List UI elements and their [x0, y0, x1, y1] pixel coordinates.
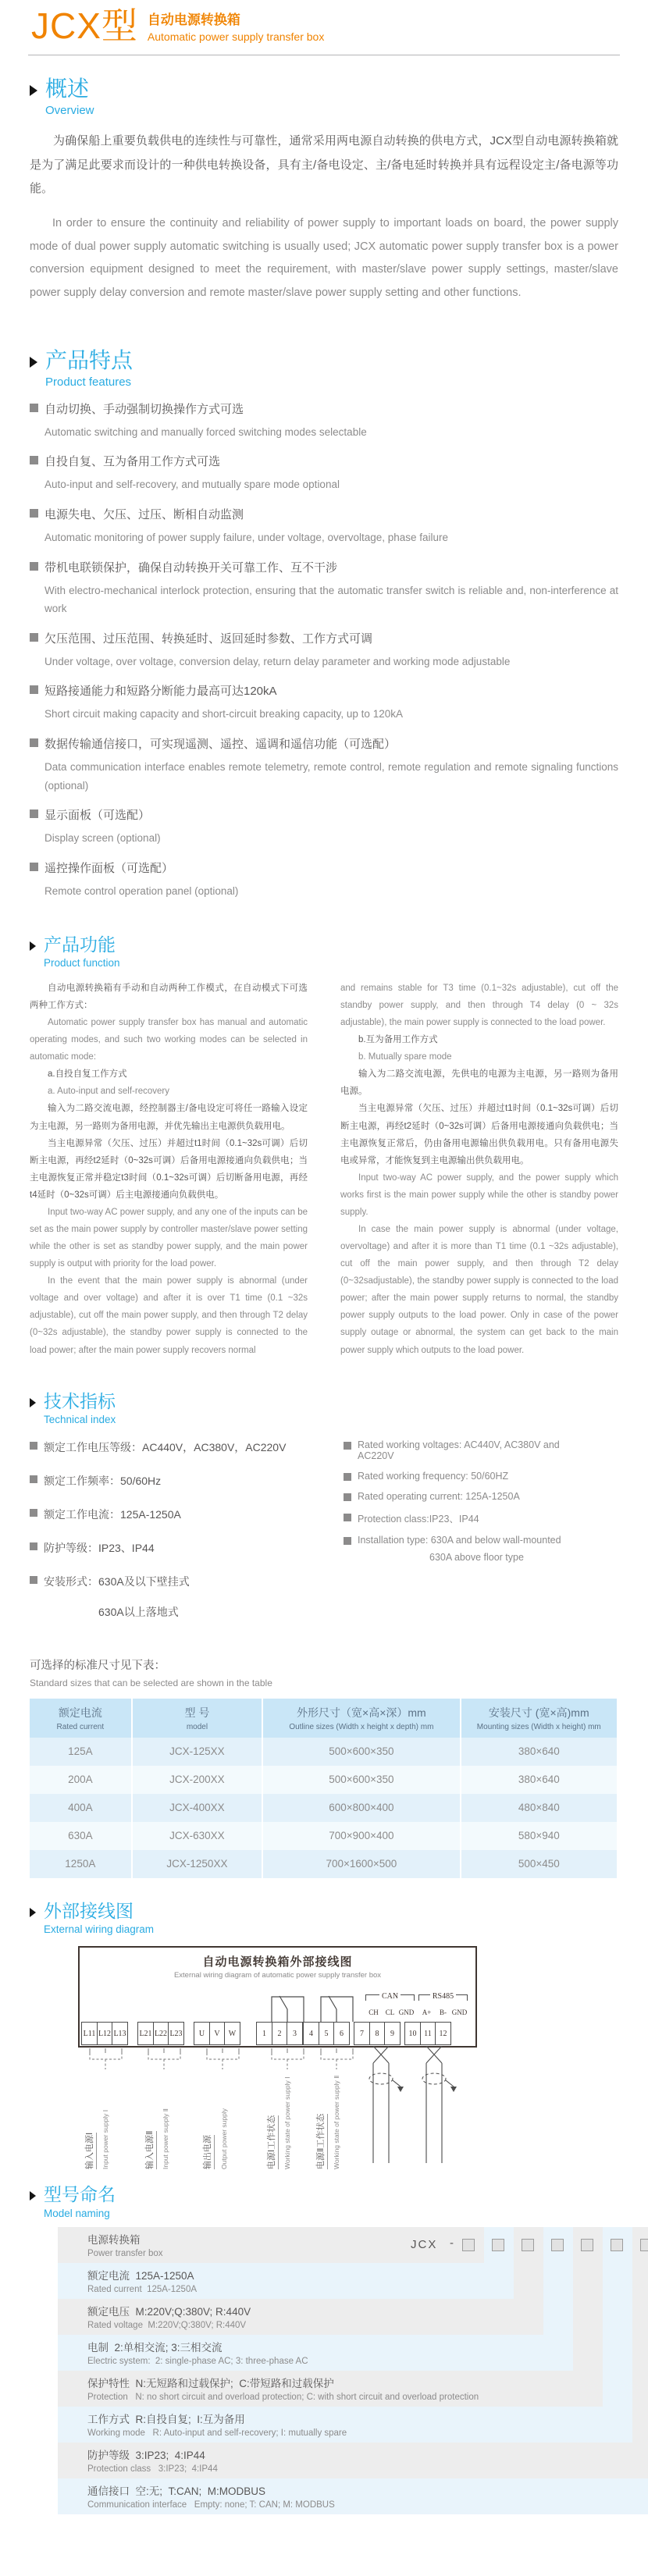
relay-contact-icon: [263, 1989, 312, 2022]
naming-row-zh: 保护特性 N:无短路和过载保护; C:带短路和过载保护: [87, 2378, 334, 2389]
overview-paragraph-en: In order to ensure the continuity and reliability of power supply to important loads on board, the power supply mode of dual power supply automatic switching is usually used; JCX automatic power supply transfer box is a power conversion equipment designed to meet the requirement, with master/slave power supply settings, master/slave power supply delay conversion and remote master/slave power supply setting and other functions.: [30, 217, 618, 300]
technical-text: 防护等级：IP23、IP44: [44, 1541, 155, 1554]
square-bullet-icon: [344, 1537, 351, 1545]
naming-row: [58, 2478, 648, 2514]
table-row: [30, 1766, 617, 1794]
terminal-group-rs485: [404, 2022, 451, 2045]
cell-mounting-size: 380×640: [460, 1766, 617, 1794]
cell-model: JCX-400XX: [131, 1794, 262, 1822]
naming-row: [58, 2407, 632, 2443]
section-wiring: [30, 1902, 618, 2172]
naming-row-en: Rated voltage M:220V;Q:380V; R:440V: [87, 2321, 247, 2330]
section-arrow-icon: [30, 85, 37, 96]
square-bullet-icon: [30, 509, 38, 518]
pin-label: CH: [369, 2008, 379, 2017]
wiring-title-en: External wiring diagram: [44, 1923, 155, 1936]
technical-item: [30, 1540, 344, 1556]
sizes-table-header: [30, 1699, 617, 1738]
section-sizes: [30, 1656, 618, 1878]
cell-mounting-size: 480×840: [460, 1794, 617, 1822]
naming-heading: [30, 2185, 618, 2218]
function-paragraph: a. Auto-input and self-recovery: [48, 1087, 169, 1097]
square-bullet-icon: [30, 1442, 37, 1450]
technical-item: [344, 1471, 589, 1482]
section-arrow-icon: [30, 357, 37, 368]
cell-rated-current: 630A: [68, 1830, 93, 1842]
sizes-table-body: [30, 1738, 617, 1878]
diagram-title-en: External wiring diagram of automatic power supply transfer box: [173, 1971, 382, 1980]
technical-heading: [30, 1392, 618, 1425]
technical-subtext: 630A以上落地式: [98, 1605, 179, 1618]
terminal: 1: [256, 2022, 272, 2045]
overview-title-en: Overview: [45, 103, 94, 117]
model-code-box: [492, 2239, 504, 2251]
cell-model: JCX-630XX: [131, 1822, 262, 1850]
function-paragraph: b. Mutually spare mode: [358, 1052, 452, 1062]
feature-text-en: Auto-input and self-recovery, and mutually spare mode optional: [45, 479, 340, 491]
feature-item: [30, 559, 618, 618]
terminal: L21: [137, 2022, 154, 2045]
naming-title-en: Model naming: [44, 2207, 110, 2219]
section-arrow-icon: [30, 2191, 36, 2201]
cell-model: JCX-1250XX: [131, 1850, 262, 1878]
square-bullet-icon: [30, 1542, 37, 1550]
function-paragraph: In the event that the main power supply is abnormal (under voltage and over voltage) and after it is over T1 time (0.1 ~32s adjustable), cut off the main power supply, and then through T2 delay (0~32s adjustable), the standby power supply is connected to the load power; after the main power supply recovers normal: [30, 1276, 308, 1355]
technical-item: [344, 1491, 589, 1502]
cell-model: JCX-125XX: [131, 1738, 262, 1766]
terminal: V: [209, 2022, 226, 2045]
function-paragraph: and remains stable for T3 time (0.1~32s adjustable), cut off the standby power supply, and then through T4 delay (0 ~ 32s adjustable), the main power supply is connected to the load power.: [340, 983, 618, 1028]
table-header-cell: 外形尺寸（宽×高×深）mm Outline sizes (Width x height x depth) mm: [262, 1699, 459, 1738]
cell-outline-size: 500×600×350: [262, 1738, 459, 1766]
technical-text: 额定工作频率：50/60Hz: [44, 1474, 162, 1487]
wiring-heading: [30, 1902, 618, 1935]
model-code-box: [522, 2239, 534, 2251]
terminal: 8: [369, 2022, 386, 2045]
overview-paragraph-zh: 为确保船上重要负载供电的连续性与可靠性，通常采用两电源自动转换的供电方式，JCX型自动电源转换箱就是为了满足此要求而设计的一种供电转换设备，具有主/备电设定、主/备电延时转换并具有远程设定主/备电源等功能。: [30, 133, 618, 196]
section-function: [30, 935, 618, 1359]
label-input-power-2: 输入电源Ⅱ Input power supply Ⅱ: [155, 2069, 187, 2169]
pin-label: GND: [451, 2008, 468, 2017]
feature-text-en: Display screen (optional): [45, 832, 161, 845]
diagram-title-zh: 自动电源转换箱外部接线图: [202, 1956, 353, 1969]
feature-text-zh: 带机电联锁保护，确保自动转换开关可靠工作、互不干涉: [45, 560, 338, 575]
model-code-box: [581, 2239, 593, 2251]
technical-item: [344, 1535, 589, 1563]
feature-text-zh: 短路接通能力和短路分断能力最高可达120kA: [45, 685, 277, 699]
feature-item: [30, 806, 618, 848]
square-bullet-icon: [30, 456, 38, 464]
cell-outline-size: 700×900×400: [262, 1822, 459, 1850]
technical-text: Protection class:IP23、IP44: [358, 1513, 479, 1525]
naming-row: [58, 2263, 514, 2299]
product-titles: [148, 9, 324, 43]
terminal: 4: [303, 2022, 319, 2045]
function-title-en: Product function: [44, 956, 120, 969]
features-title-zh: 产品特点: [45, 347, 134, 372]
sizes-note-en: Standard sizes that can be selected are shown in the table: [30, 1677, 272, 1688]
pin-label: B-: [440, 2008, 447, 2017]
terminal: L23: [168, 2022, 184, 2045]
model-naming-ladder: [58, 2227, 648, 2514]
square-bullet-icon: [30, 562, 38, 571]
terminal: 3: [287, 2022, 303, 2045]
function-paragraph: a.自投自复工作方式: [48, 1069, 127, 1080]
cell-mounting-size: 580×940: [460, 1822, 617, 1850]
model-prefix: JCX: [411, 2237, 438, 2251]
terminal-group-output: [194, 2022, 240, 2045]
terminal: U: [194, 2022, 210, 2045]
technical-text: Rated working voltages: AC440V, AC380V and AC220V: [358, 1439, 560, 1461]
feature-text-en: Automatic switching and manually forced switching modes selectable: [45, 425, 367, 438]
model-dash: -: [450, 2236, 454, 2250]
model-code-box: [462, 2239, 475, 2251]
square-bullet-icon: [30, 863, 38, 871]
naming-row-zh: 通信接口 空:无; T:CAN; M:MODBUS: [87, 2485, 266, 2497]
terminal: 9: [384, 2022, 401, 2045]
terminal: L22: [153, 2022, 169, 2045]
cell-outline-size: 600×800×400: [262, 1794, 459, 1822]
technical-title-zh: 技术指标: [44, 1390, 116, 1411]
technical-item: [30, 1439, 344, 1455]
terminal-group-can: [354, 2022, 401, 2045]
model-code-box: [611, 2239, 623, 2251]
sizes-table: [30, 1699, 617, 1878]
function-column-right: [340, 980, 618, 1359]
sizes-note-zh: 可选择的标准尺寸见下表：: [30, 1659, 166, 1672]
function-paragraph: 输入为二路交流电源，先供电的电源为主电源，另一路则为备用电源。: [340, 1069, 618, 1097]
technical-text: 额定工作电压等级：AC440V，AC380V，AC220V: [44, 1440, 287, 1453]
feature-item: [30, 682, 618, 724]
terminal-strip: [78, 2022, 451, 2045]
table-row: [30, 1738, 617, 1766]
function-paragraph: 当主电源异常（欠压、过压）并超过t1时间（0.1~32s可调）后切断主电源，再经t2延时（0~32s可调）后备用电源接通向负载供电；当主电源恢复正常并稳定t3时间（0.1~32s可调）后切断备用电源，再经t4延时（0~32s可调）后主电源接通向负载供电。: [30, 1138, 308, 1200]
table-header-cell: 额定电流 Rated current: [56, 1706, 105, 1731]
product-title-zh: 自动电源转换箱: [147, 12, 240, 27]
terminal: 10: [404, 2022, 421, 2045]
wiring-title-zh: 外部接线图: [44, 1900, 134, 1921]
square-bullet-icon: [30, 809, 38, 818]
terminal: 12: [435, 2022, 451, 2045]
features-heading: [30, 349, 618, 389]
table-row: [30, 1850, 617, 1878]
function-heading: [30, 935, 618, 969]
can-label: CAN: [381, 1992, 399, 2001]
technical-text: Installation type: 630A and below wall-mounted: [358, 1534, 561, 1546]
technical-list-en: [344, 1439, 589, 1638]
product-title-en: Automatic power supply transfer box: [147, 30, 325, 43]
product-model: JCX型: [31, 5, 138, 46]
feature-text-en: Short circuit making capacity and short-circuit breaking capacity, up to 120kA: [45, 708, 403, 720]
terminal: 7: [354, 2022, 370, 2045]
table-header-cell: 安装尺寸 (宽×高)mm Mounting sizes (Width x height) mm: [460, 1699, 617, 1738]
cell-rated-current: 1250A: [65, 1858, 96, 1870]
model-code-box: [640, 2239, 648, 2251]
section-technical: [30, 1392, 618, 1638]
technical-item: [344, 1511, 589, 1525]
square-bullet-icon: [30, 404, 38, 412]
terminal: 2: [272, 2022, 288, 2045]
terminal-group-state2: [303, 2022, 350, 2045]
pin-label: GND: [398, 2008, 415, 2017]
square-bullet-icon: [344, 1493, 351, 1501]
pin-label: A+: [422, 2008, 432, 2017]
cell-outline-size: 700×1600×500: [262, 1850, 459, 1878]
function-paragraph: In case the main power supply is abnormal (under voltage, overvoltage) and after it is more than T1 time (0.1 ~32s adjustable), cut off the main power supply, and then through T2 delay (0~32sadjustable), the standby power supply is connected to the load power; after the main power supply returns to normal, the standby power supply outputs to the load power. Only in case of the power supply outage or abnormal, the system can get back to the main power supply which outputs to the load power.: [340, 1224, 618, 1355]
section-arrow-icon: [30, 941, 36, 951]
feature-text-zh: 自投自复、互为备用工作方式可选: [45, 455, 221, 469]
naming-row: [58, 2371, 603, 2407]
feature-text-zh: 遥控操作面板（可选配）: [45, 861, 174, 875]
technical-subtext: 630A above floor type: [429, 1551, 524, 1563]
technical-title-en: Technical index: [44, 1413, 116, 1425]
naming-row-en: Protection class 3:IP23; 4:IP44: [87, 2464, 218, 2474]
feature-item: [30, 630, 618, 671]
feature-text-zh: 数据传输通信接口，可实现遥测、遥控、遥调和遥信功能（可选配）: [45, 738, 397, 752]
label-working-state-1: 电源Ⅰ工作状态 Working state of power supply Ⅰ: [277, 2069, 308, 2169]
rs485-bracket: [418, 1993, 468, 2001]
connector-lines: [312, 2048, 361, 2069]
naming-row-en: Protection N: no short circuit and overload protection; C: with short circuit and overload protection: [87, 2393, 479, 2402]
naming-row-zh: 额定电流 125A-1250A: [87, 2270, 194, 2282]
features-title-en: Product features: [45, 375, 132, 389]
feature-item: [30, 735, 618, 795]
section-features: [30, 349, 618, 901]
section-arrow-icon: [30, 1398, 36, 1407]
label-input-power-1: 输入电源Ⅰ Input power supply Ⅰ: [95, 2069, 126, 2169]
terminal-group-input1: [81, 2022, 128, 2045]
terminal: L12: [97, 2022, 113, 2045]
naming-column-strip: [632, 2227, 648, 2478]
function-title-zh: 产品功能: [44, 934, 116, 955]
terminal: L11: [81, 2022, 98, 2045]
terminal-group-input2: [137, 2022, 184, 2045]
technical-item: [30, 1574, 344, 1620]
technical-item: [30, 1473, 344, 1489]
cell-rated-current: 200A: [68, 1774, 93, 1786]
cell-model: JCX-200XX: [131, 1766, 262, 1794]
connector-lines: [81, 2048, 130, 2069]
technical-text: Rated operating current: 125A-1250A: [358, 1490, 520, 1502]
square-bullet-icon: [30, 738, 38, 747]
feature-text-zh: 欠压范围、过压范围、转换延时、返回延时参数、工作方式可调: [45, 632, 373, 646]
cell-mounting-size: 380×640: [460, 1738, 617, 1766]
twisted-pair-cable-icon: [367, 2046, 406, 2163]
naming-row-zh: 电源转换箱: [87, 2234, 141, 2246]
feature-text-zh: 自动切换、手动强制切换操作方式可选: [45, 402, 244, 416]
section-naming: [30, 2185, 618, 2514]
square-bullet-icon: [344, 1514, 351, 1521]
rs485-pin-labels: [418, 2008, 468, 2016]
square-bullet-icon: [30, 1475, 37, 1483]
table-header-cell: 型 号 model: [131, 1699, 262, 1738]
feature-text-en: Remote control operation panel (optional): [45, 884, 239, 897]
feature-text-en: With electro-mechanical interlock protection, ensuring that the automatic transfer switch is reliable and, non-interference at work: [45, 584, 618, 615]
features-list: [30, 400, 618, 901]
connector-lines: [140, 2048, 189, 2069]
pin-label: CL: [385, 2008, 395, 2017]
terminal: W: [224, 2022, 240, 2045]
function-paragraph: b.互为备用工作方式: [358, 1035, 438, 1045]
terminal: 5: [319, 2022, 335, 2045]
feature-item: [30, 400, 618, 442]
connector-lines: [198, 2048, 247, 2069]
naming-row: [58, 2335, 573, 2371]
feature-item: [30, 453, 618, 494]
function-column-left: [30, 980, 308, 1359]
label-working-state-2: 电源Ⅱ工作状态 Working state of power supply Ⅱ: [326, 2069, 358, 2169]
naming-row-en: Electric system: 2: single-phase AC; 3: three-phase AC: [87, 2357, 308, 2366]
square-bullet-icon: [344, 1442, 351, 1450]
cell-mounting-size: 500×450: [460, 1850, 617, 1878]
naming-row: [58, 2299, 543, 2335]
function-paragraph: Input two-way AC power supply, and the power supply which works first is the main power supply while the other is standby power supply.: [340, 1172, 618, 1217]
naming-row-zh: 额定电压 M:220V;Q:380V; R:440V: [87, 2306, 251, 2318]
feature-text-en: Data communication interface enables remote telemetry, remote control, remote regulation and remote signaling functions (optional): [45, 761, 618, 792]
terminal: L13: [112, 2022, 128, 2045]
twisted-pair-cable-icon: [420, 2046, 459, 2163]
technical-text: 安装形式：630A及以下壁挂式: [44, 1574, 190, 1588]
feature-text-en: Under voltage, over voltage, conversion delay, return delay parameter and working mode adjustable: [45, 655, 511, 667]
cell-outline-size: 500×600×350: [262, 1766, 459, 1794]
naming-row-en: Power transfer box: [87, 2249, 163, 2258]
function-paragraph: 当主电源异常（欠压、过压）并超过t1时间（0.1~32s可调）后切断主电源，再经t2延时（0~32s可调）后备用电源接通向负载供电；当主电源恢复正常后，仍由备用电源输出供负载用电。只有备用电源失电或异常，才能恢复到主电源输出供负载用电。: [340, 1104, 618, 1165]
can-pin-labels: [365, 2008, 415, 2016]
naming-row: [58, 2443, 648, 2478]
table-row: [30, 1822, 617, 1850]
terminal: 11: [420, 2022, 436, 2045]
naming-row-zh: 防护等级 3:IP23; 4:IP44: [87, 2450, 205, 2461]
technical-list-zh: [30, 1439, 344, 1638]
relay-contact-icon: [312, 1989, 361, 2022]
wiring-diagram: [78, 1946, 484, 2172]
function-paragraph: 输入为二路交流电源，经控制器主/备电设定可将任一路输入设定为主电源，另一路则为备用电源，并优先输出主电源供负载用电。: [30, 1104, 308, 1131]
function-paragraph: Automatic power supply transfer box has manual and automatic operating modes, and such two working modes can be selected in automatic mode:: [30, 1018, 308, 1062]
terminal: 6: [333, 2022, 350, 2045]
can-bracket: [365, 1993, 415, 2001]
technical-item: [344, 1439, 589, 1461]
section-overview: [30, 77, 618, 305]
connector-lines: [263, 2048, 312, 2069]
overview-title-zh: 概述: [45, 76, 90, 101]
square-bullet-icon: [30, 685, 38, 694]
square-bullet-icon: [30, 1509, 37, 1517]
square-bullet-icon: [30, 1576, 37, 1584]
feature-text-zh: 显示面板（可选配）: [45, 809, 151, 823]
cell-rated-current: 400A: [68, 1802, 93, 1814]
naming-row-zh: 工作方式 R:自投自复; I:互为备用: [87, 2414, 245, 2425]
square-bullet-icon: [344, 1473, 351, 1481]
technical-text: 额定工作电流：125A-1250A: [44, 1507, 181, 1521]
cell-rated-current: 125A: [68, 1745, 93, 1758]
section-arrow-icon: [30, 1908, 36, 1917]
rs485-label: RS485: [432, 1992, 454, 2001]
overview-heading: [30, 77, 618, 117]
table-row: [30, 1794, 617, 1822]
naming-row-en: Rated current 125A-1250A: [87, 2285, 198, 2294]
function-paragraph: 自动电源转换箱有手动和自动两种工作模式，在自动模式下可选两种工作方式：: [30, 983, 308, 1010]
feature-item: [30, 859, 618, 901]
naming-row-zh: 电制 2:单相交流; 3:三相交流: [87, 2342, 223, 2354]
function-paragraph: Input two-way AC power supply, and any one of the inputs can be set as the main power supply by controller master/slave power setting while the other is set as standby power supply, and the main power supply is output with priority for the load power.: [30, 1207, 308, 1269]
technical-item: [30, 1507, 344, 1522]
model-code-box: [551, 2239, 564, 2251]
technical-text: Rated working frequency: 50/60HZ: [358, 1470, 509, 1482]
feature-item: [30, 506, 618, 547]
feature-text-zh: 电源失电、欠压、过压、断相自动监测: [45, 507, 244, 521]
page-header: [0, 0, 648, 44]
naming-row-en: Communication interface Empty: none; T: CAN; M: MODBUS: [87, 2500, 335, 2510]
terminal-group-state1: [256, 2022, 303, 2045]
square-bullet-icon: [30, 633, 38, 642]
feature-text-en: Automatic monitoring of power supply failure, under voltage, overvoltage, phase failure: [45, 531, 449, 543]
label-output-power: 输出电源 Output power supply: [213, 2069, 244, 2169]
naming-title-zh: 型号命名: [44, 2184, 116, 2205]
naming-row-en: Working mode R: Auto-input and self-recovery; I: mutually spare: [87, 2428, 347, 2438]
